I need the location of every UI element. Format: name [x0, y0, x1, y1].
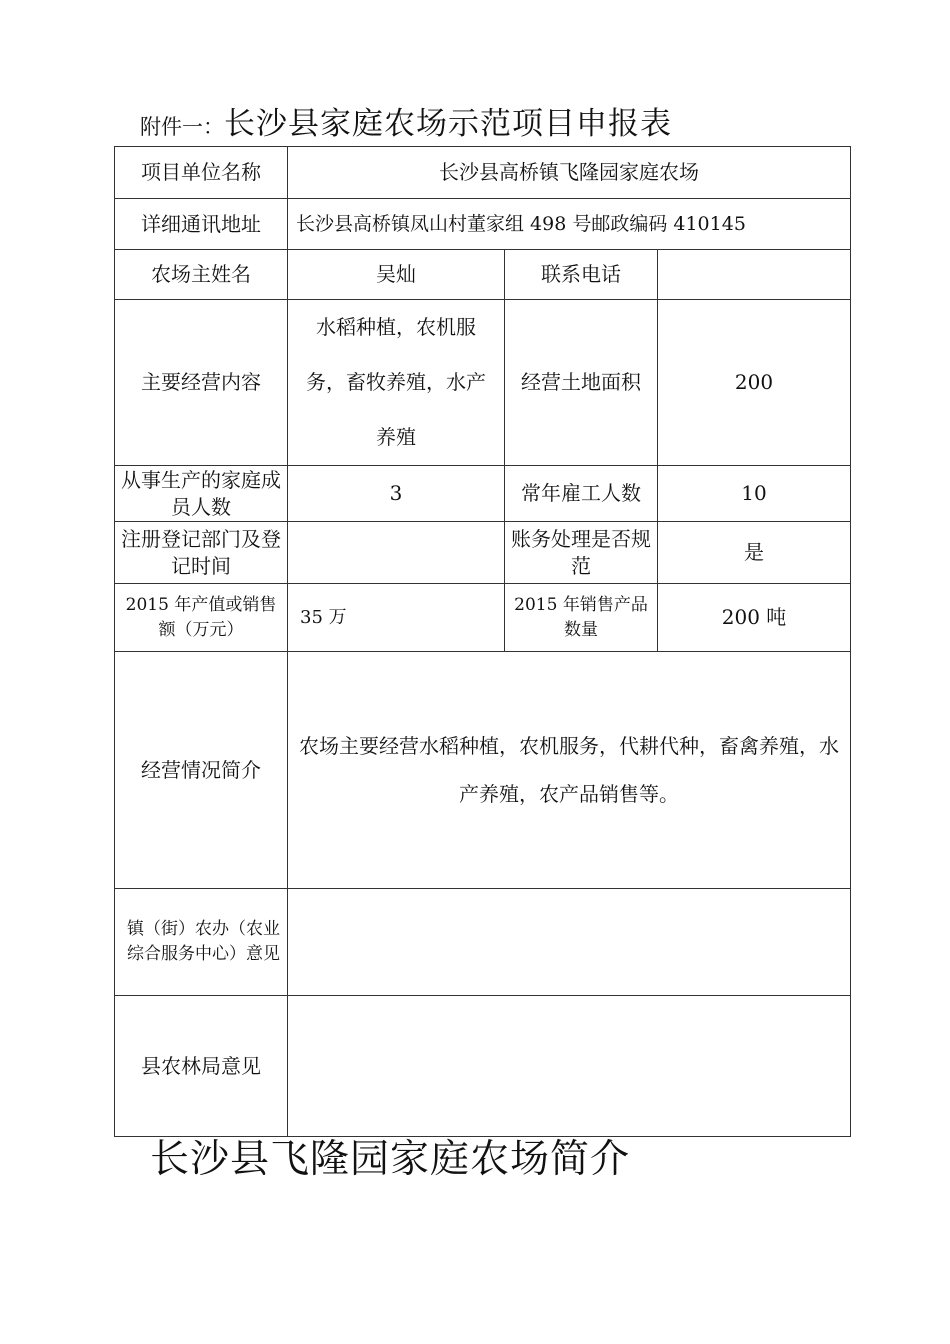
town-opinion-value [288, 889, 851, 996]
business-label: 主要经营内容 [115, 300, 288, 466]
unit-name-label: 项目单位名称 [115, 147, 288, 199]
page-heading [140, 98, 672, 143]
output-label: 2015 年产值或销售额（万元） [115, 584, 288, 652]
owner-value: 吴灿 [288, 250, 505, 300]
phone-value [658, 250, 851, 300]
row-county-opinion [115, 996, 851, 1137]
registration-value [288, 522, 505, 584]
county-opinion-value [288, 996, 851, 1137]
form-title: 长沙县家庭农场示范项目申报表 [224, 106, 672, 142]
business-value: 水稻种植，农机服务，畜牧养殖，水产养殖 [288, 300, 505, 466]
row-unit-name [115, 147, 851, 199]
workers-value: 10 [658, 466, 851, 522]
land-area-value: 200 [658, 300, 851, 466]
output-value: 35 万 [288, 584, 505, 652]
farm-introduction-title: 长沙县飞隆园家庭农场简介 [150, 1137, 631, 1182]
town-opinion-label: 镇（街）农办（农业综合服务中心）意见 [115, 889, 288, 996]
row-owner [115, 250, 851, 300]
owner-label: 农场主姓名 [115, 250, 288, 300]
attachment-prefix: 附件一： [140, 115, 224, 139]
row-summary [115, 652, 851, 889]
row-family [115, 466, 851, 522]
row-address [115, 199, 851, 250]
row-town-opinion [115, 889, 851, 996]
family-members-label: 从事生产的家庭成员人数 [115, 466, 288, 522]
row-output [115, 584, 851, 652]
summary-value: 农场主要经营水稻种植，农机服务，代耕代种，畜禽养殖，水产养殖，农产品销售等。 [288, 652, 851, 889]
land-area-label: 经营土地面积 [505, 300, 658, 466]
sales-quantity-value: 200 吨 [658, 584, 851, 652]
address-label: 详细通讯地址 [115, 199, 288, 250]
phone-label: 联系电话 [505, 250, 658, 300]
county-opinion-label: 县农林局意见 [115, 996, 288, 1137]
family-members-value: 3 [288, 466, 505, 522]
accounting-value: 是 [658, 522, 851, 584]
accounting-label: 账务处理是否规范 [505, 522, 658, 584]
sales-quantity-label: 2015 年销售产品数量 [505, 584, 658, 652]
registration-label: 注册登记部门及登记时间 [115, 522, 288, 584]
workers-label: 常年雇工人数 [505, 466, 658, 522]
row-business [115, 300, 851, 466]
address-value: 长沙县高桥镇凤山村董家组 498 号邮政编码 410145 [288, 199, 851, 250]
summary-label: 经营情况简介 [115, 652, 288, 889]
row-registration [115, 522, 851, 584]
unit-name-value: 长沙县高桥镇飞隆园家庭农场 [288, 147, 851, 199]
application-form-table [114, 146, 851, 1137]
